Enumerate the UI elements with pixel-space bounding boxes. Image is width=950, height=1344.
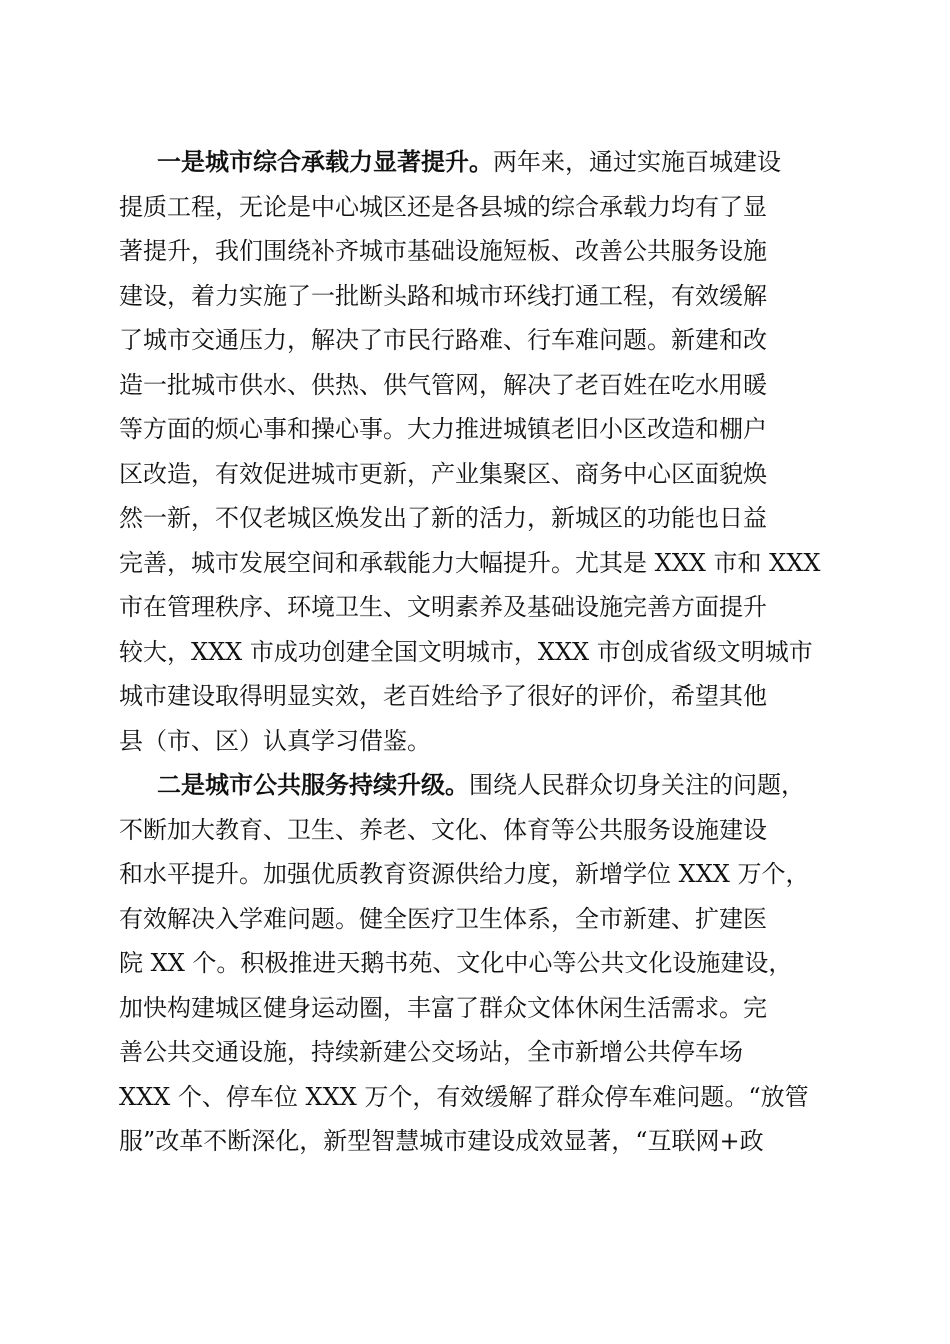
paragraph-lead: 二是城市公共服务持续升级。 xyxy=(157,770,469,799)
paragraph-line: 提质工程，无论是中心城区还是各县城的综合承载力均有了显 xyxy=(119,192,767,221)
paragraph-line: 服”改革不断深化，新型智慧城市建设成效显著，“互联网+政 xyxy=(119,1127,764,1155)
line-text: 两年来，通过实施百城建设 xyxy=(493,148,781,176)
line-text: 围绕人民群众切身关注的问题， xyxy=(469,771,805,799)
paragraph-line: 著提升，我们围绕补齐城市基础设施短板、改善公共服务设施 xyxy=(119,237,767,265)
paragraph-line: 了城市交通压力，解决了市民行路难、行车难问题。新建和改 xyxy=(119,326,767,354)
paragraph-lead: 一是城市综合承载力显著提升。 xyxy=(157,147,493,176)
paragraph-line: 然一新，不仅老城区焕发出了新的活力，新城区的功能也日益 xyxy=(119,504,767,532)
paragraph-line: 等方面的烦心事和操心事。大力推进城镇老旧小区改造和棚户 xyxy=(119,415,767,443)
paragraph-line: 区改造，有效促进城市更新，产业集聚区、商务中心区面貌焕 xyxy=(119,459,767,488)
paragraph-line: 城市建设取得明显实效，老百姓给予了很好的评价，希望其他 xyxy=(119,682,767,710)
document-body xyxy=(119,140,839,1164)
paragraph-line: 有效解决入学难问题。健全医疗卫生体系，全市新建、扩建医 xyxy=(119,904,767,933)
paragraph-2 xyxy=(119,763,839,1164)
paragraph-line: XXX 个、停车位 XXX 万个，有效缓解了群众停车难问题。“放管 xyxy=(119,1082,809,1111)
paragraph-line: 县（市、区）认真学习借鉴。 xyxy=(119,726,431,755)
paragraph-line: 院 XX 个。积极推进天鹅书苑、文化中心等公共文化设施建设， xyxy=(119,949,793,977)
paragraph-line xyxy=(119,140,839,185)
paragraph-line xyxy=(119,763,839,808)
paragraph-line: 建设，着力实施了一批断头路和城市环线打通工程，有效缓解 xyxy=(119,281,767,310)
paragraph-line: 完善，城市发展空间和承载能力大幅提升。尤其是 XXX 市和 XXX xyxy=(119,548,821,577)
paragraph-line: 不断加大教育、卫生、养老、文化、体育等公共服务设施建设 xyxy=(119,815,767,844)
paragraph-line: 造一批城市供水、供热、供气管网，解决了老百姓在吃水用暖 xyxy=(119,370,767,399)
paragraph-line: 市在管理秩序、环境卫生、文明素养及基础设施完善方面提升 xyxy=(119,593,767,621)
paragraph-1 xyxy=(119,140,839,763)
paragraph-line: 加快构建城区健身运动圈，丰富了群众文体休闲生活需求。完 xyxy=(119,993,767,1022)
paragraph-line: 善公共交通设施，持续新建公交场站，全市新增公共停车场 xyxy=(119,1038,743,1066)
paragraph-line: 较大，XXX 市成功创建全国文明城市，XXX 市创成省级文明城市 xyxy=(119,637,813,666)
paragraph-line: 和水平提升。加强优质教育资源供给力度，新增学位 XXX 万个， xyxy=(119,860,810,888)
